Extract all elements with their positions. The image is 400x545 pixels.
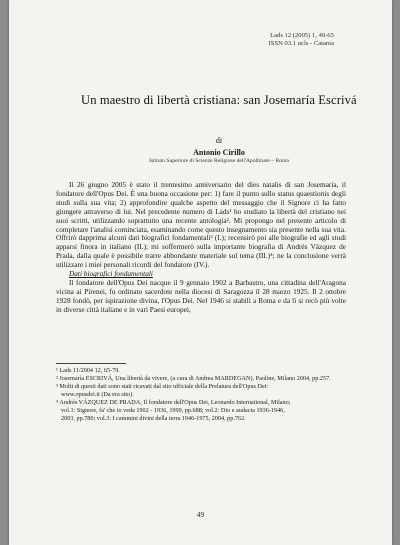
footnote-3: ³ Molti di questi dati sono stati ricavati dal sito ufficiale della Prelatura dell'Opus Dei: xyxy=(56,383,269,391)
article-body xyxy=(56,181,346,315)
journal-page xyxy=(9,0,392,545)
article-title: Un maestro di libertà cristiana: san Josemaría Escrivá xyxy=(81,93,357,107)
author-affiliation: Istituto Superiore di Scienze Religiose dell'Apollinare – Roma xyxy=(149,158,289,164)
byline xyxy=(99,136,339,165)
footnote-3-continued: www.opusdei.it (Da era sito). xyxy=(61,391,134,399)
byline-di: di xyxy=(215,136,223,145)
footnote-divider xyxy=(56,363,126,364)
section-heading: Dati biografici fondamentali xyxy=(69,269,153,279)
author-name: Antonio Cirillo xyxy=(193,148,245,157)
body-paragraph-intro: Il 26 giugno 2005 è stato il trentesimo anniversario del dies natalis di san Josemaría, il fondatore dell'Opus Dei. È una buona occasione per: 1) fare il punto sullo status quaestionis degli studi sulla sua vita; 2) approfondire qualche aspetto del messaggio che il Signore ci ha fatto giungere attraverso di lui. Nel precedente numero di Lads¹ ho studiato la libertà del cristiano nei suoi scritti, utilizzando soprattutto una recente antologia². Mi propongo nel presente articolo di completare l'analisi cominciata, esaminando come questo insegnamento sia presente nella sua vita. Offrirò dapprima alcuni dati biografici fondamentali³ (I.); recensirò poi alle biografie ed agli studi apparsi finora in italiano (II.); mi soffermerò sulla importante biografia di Andrés Vázquez de Prada, dalla quale è possibile trarre abbondante materiale sul tema (III.)⁴; ne la conclusione verrà utilizzare i miei personali ricordi del fondatore (IV.). xyxy=(56,180,346,270)
page-number: 49 xyxy=(196,510,205,519)
footnote-1: ¹ Lads 11/2004 12, 65-79. xyxy=(56,367,120,374)
footnote-4-line-2: vol.1: Signore, fa' che io veda 1902 - 1936, 1999, pp.688; vol.2: Dio e audacia 1936-1946, xyxy=(61,406,285,414)
journal-citation: Lads 12 (2005) 1, 49-65 xyxy=(270,32,334,39)
footnotes xyxy=(56,367,346,422)
journal-issn: ISSN 03.1 ncls - Catania xyxy=(268,40,334,48)
footnote-4: ⁴ Andrés VÁZQUEZ DE PRADA, Il fondatore dell'Opus Dei, Leonardo International, Milano; xyxy=(56,398,291,406)
footnote-4-line-3: 2003, pp.780; vol.3: I cammini divini della terra 1946-1975, 2004, pp.762. xyxy=(61,414,246,422)
body-paragraph-biography: Il fondatore dell'Opus Dei nacque il 9 gennaio 1902 a Barbastro, una cittadina dell'Aragona vicina ai Pirenei, fu ordinato sacerdote nella diocesi di Saragozza il 28 marzo 1925. Il 2 ottobre 1928 fondò, per ispirazione divina, l'Opus Dei. Nel 1946 si stabilì a Roma e da lì si recò più volte in diverse città italiane e in vari Paesi europei, xyxy=(56,277,346,314)
footnote-2: ² Josemaría ESCRIVÁ, Una libertà da vivere, (a cura di Andrea MARDEGAN), Paoline, Milano 2004, pp.257. xyxy=(56,375,331,383)
journal-reference xyxy=(269,32,334,49)
